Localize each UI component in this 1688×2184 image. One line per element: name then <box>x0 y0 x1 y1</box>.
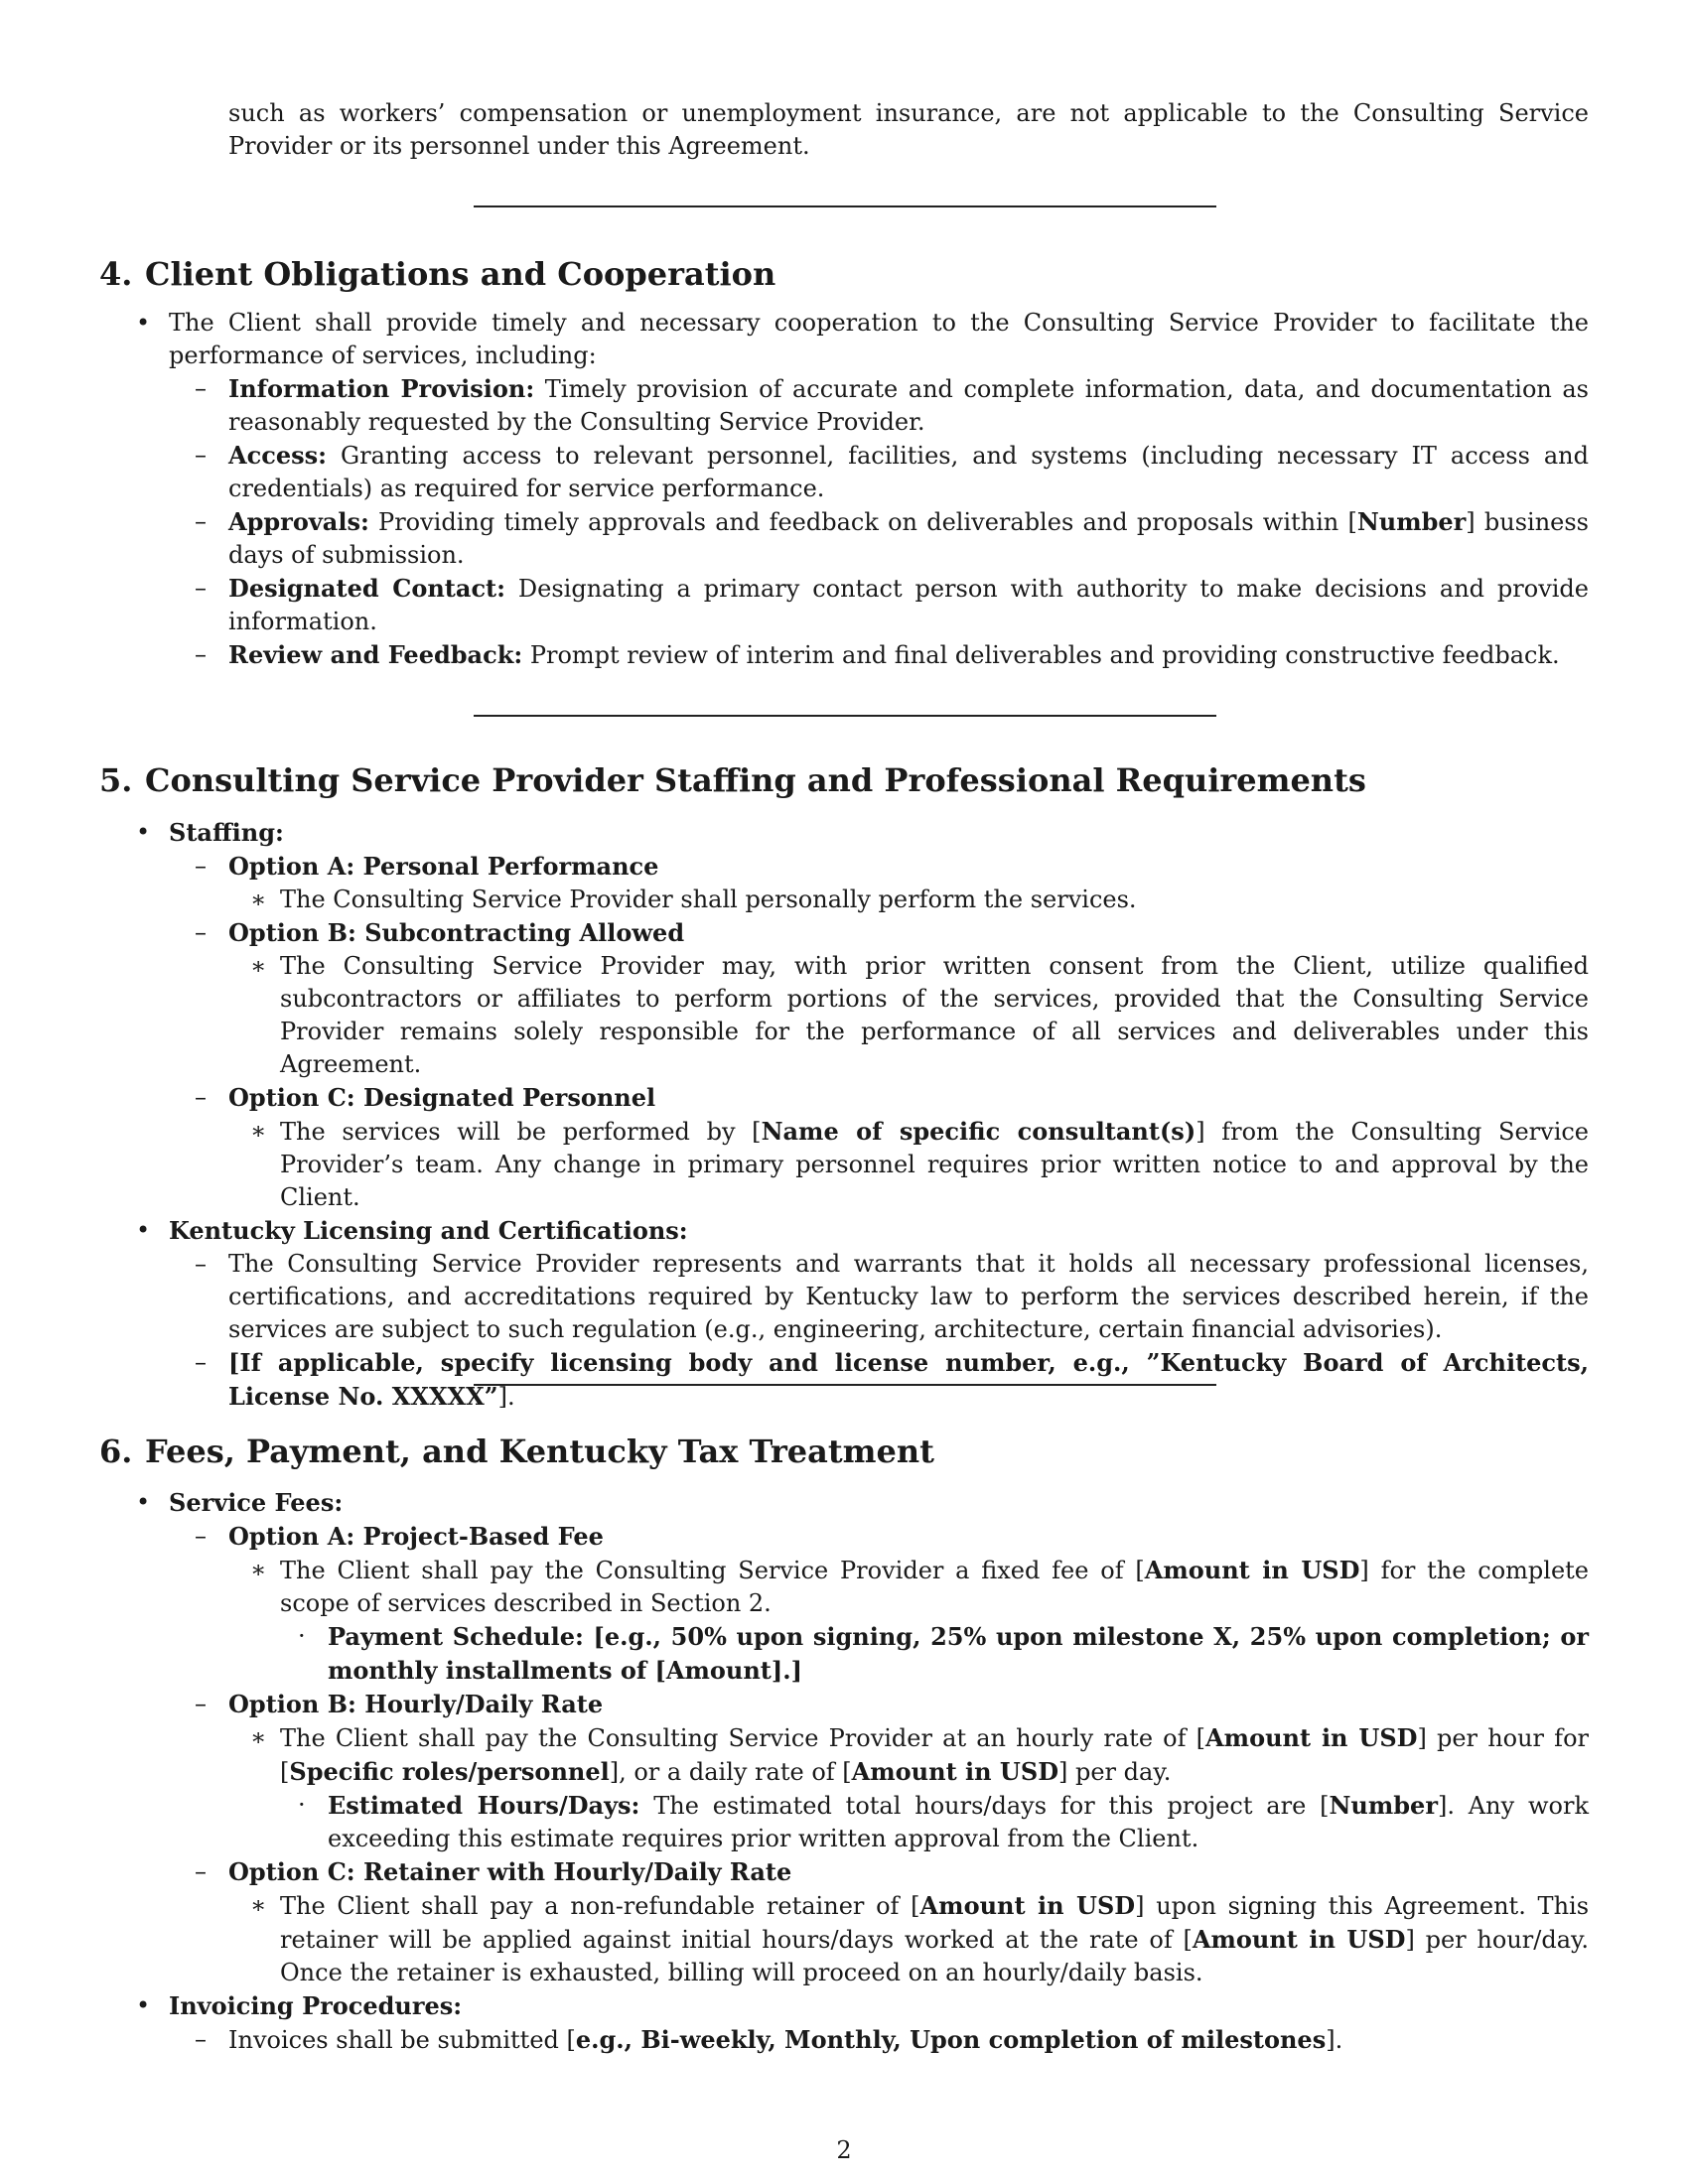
bullet-marker: • <box>136 818 151 846</box>
list-item <box>99 1889 1589 1989</box>
star-marker: ∗ <box>250 886 267 913</box>
item-text: The Client shall pay the Consulting Service Provider a fixed fee of [ <box>280 1557 1145 1584</box>
placeholder-field: Specific roles/personnel <box>289 1757 610 1786</box>
list-item <box>99 1214 1589 1248</box>
placeholder-field: Amount in USD <box>1205 1723 1418 1752</box>
item-text: Invoices shall be submitted [ <box>228 2026 576 2054</box>
section-number: 4. <box>99 255 133 293</box>
option-label: Option C: Designated Personnel <box>228 1083 656 1112</box>
item-text: Timely provision of accurate and complete information, data, and documentation as reasonably requested by the Consulting Service Provider. <box>228 375 1589 436</box>
item-text: The services will be performed by [ <box>280 1118 762 1146</box>
item-label: Information Provision: <box>228 374 535 403</box>
option-label: Option C: Retainer with Hourly/Daily Rate <box>228 1857 792 1886</box>
item-text: ]. Any work exceeding this estimate requires prior written approval from the Client. <box>328 1792 1589 1852</box>
list-item <box>99 1789 1589 1855</box>
section-6-heading <box>99 1432 934 1471</box>
placeholder-field: Name of specific consultant(s) <box>761 1117 1196 1146</box>
dash-marker: – <box>195 507 207 535</box>
option-label: Option A: Project-Based Fee <box>228 1522 604 1551</box>
dash-marker: – <box>195 1522 207 1550</box>
item-text: Granting access to relevant personnel, facilities, and systems (including necessary IT access and credentials) as required for service performance. <box>228 442 1589 502</box>
item-label: Staffing: <box>169 818 284 847</box>
page-number: 2 <box>836 2136 852 2164</box>
section-number: 6. <box>99 1433 133 1470</box>
placeholder-field: Number <box>1329 1791 1438 1820</box>
item-label: Service Fees: <box>169 1488 344 1517</box>
section-title: Client Obligations and Cooperation <box>145 255 776 293</box>
option-label: Option B: Subcontracting Allowed <box>228 918 685 947</box>
list-item <box>99 1115 1589 1214</box>
item-label: Review and Feedback: <box>228 640 523 669</box>
list-item <box>99 884 1589 916</box>
list-item <box>99 307 1589 372</box>
section-4-heading <box>99 254 775 294</box>
list-item <box>99 1248 1589 1346</box>
list-item <box>99 1688 1589 1721</box>
star-marker: ∗ <box>250 1891 267 1919</box>
item-text: ] for the complete scope of services described in Section 2. <box>280 1557 1589 1617</box>
section-5-heading <box>99 760 1366 800</box>
section-number: 5. <box>99 761 133 799</box>
list-item <box>99 1486 1589 1520</box>
item-text: ] business days of submission. <box>228 508 1589 569</box>
item-text: The Consulting Service Provider may, with prior written consent from the Client, utilize qualified subcontractors or affiliates to perform portions of the services, provided that the Consulting Service Provider remains solely responsible for the performance of all services and deliverables under this Agreement. <box>280 952 1589 1078</box>
item-text: ] upon signing this Agreement. This retainer will be applied against initial hours/days worked at the rate of [ <box>280 1892 1590 1954</box>
section-5-list <box>99 816 1589 1414</box>
dash-marker: – <box>195 574 207 602</box>
list-item <box>99 505 1589 572</box>
list-item <box>99 2023 1589 2057</box>
list-item <box>99 638 1589 672</box>
item-text: Prompt review of interim and final deliverables and providing constructive feedback. <box>522 641 1560 669</box>
item-text: The Client shall provide timely and necessary cooperation to the Consulting Service Provider to facilitate the performance of services, including: <box>169 309 1589 369</box>
dash-marker: – <box>195 2025 207 2053</box>
item-text: The Client shall pay the Consulting Service Provider at an hourly rate of [ <box>280 1724 1206 1752</box>
list-item <box>99 916 1589 950</box>
list-item <box>99 1554 1589 1620</box>
star-marker: ∗ <box>250 1723 267 1751</box>
list-item <box>99 850 1589 884</box>
list-item <box>99 439 1589 505</box>
star-marker: ∗ <box>250 1556 267 1583</box>
item-text: ]. <box>1326 2026 1343 2054</box>
item-label: Designated Contact: <box>228 574 506 603</box>
bullet-marker: • <box>136 1488 151 1516</box>
section-divider <box>474 715 1216 717</box>
item-label: Approvals: <box>228 507 369 536</box>
item-text: Providing timely approvals and feedback on deliverables and proposals within [ <box>368 508 1357 536</box>
list-item <box>99 1081 1589 1115</box>
list-item <box>99 1520 1589 1554</box>
item-text: The Consulting Service Provider represents and warrants that it holds all necessary professional licenses, certifications, and accreditations required by Kentucky law to perform the services described herein, if the services are subject to such regulation (e.g., engineering, architecture, certain financial advisories). <box>228 1250 1589 1343</box>
list-item <box>99 572 1589 638</box>
item-text: The Consulting Service Provider shall personally perform the services. <box>280 886 1137 913</box>
dash-marker: – <box>195 1348 207 1376</box>
list-item <box>99 1721 1589 1789</box>
option-label: Option B: Hourly/Daily Rate <box>228 1690 604 1718</box>
item-label: Access: <box>228 441 327 470</box>
placeholder-field: Payment Schedule: [e.g., 50% upon signing, 25% upon milestone X, 25% upon completion; or monthly installments of [Amount].] <box>328 1622 1589 1685</box>
list-item <box>99 816 1589 850</box>
item-label: Estimated Hours/Days: <box>328 1791 640 1820</box>
section-divider <box>474 205 1216 207</box>
list-item <box>99 372 1589 439</box>
placeholder-field: Amount in USD <box>1144 1556 1360 1584</box>
dot-marker: · <box>298 1622 306 1650</box>
dash-marker: – <box>195 441 207 469</box>
star-marker: ∗ <box>250 952 267 980</box>
dash-marker: – <box>195 1857 207 1885</box>
section-divider <box>474 1384 1216 1386</box>
item-text: The estimated total hours/days for this project are [ <box>639 1792 1330 1820</box>
dash-marker: – <box>195 1690 207 1717</box>
bullet-marker: • <box>136 309 151 337</box>
dash-marker: – <box>195 1250 207 1278</box>
list-item <box>99 1989 1589 2023</box>
dash-marker: – <box>195 640 207 668</box>
continued-paragraph: such as workers’ compensation or unemployment insurance, are not applicable to the Consulting Service Provider or its personnel under this Agreement. <box>228 99 1589 160</box>
dash-marker: – <box>195 852 207 880</box>
item-label: Invoicing Procedures: <box>169 1991 463 2020</box>
star-marker: ∗ <box>250 1117 267 1145</box>
placeholder-field: e.g., Bi-weekly, Monthly, Upon completion of milestones <box>575 2025 1327 2054</box>
item-text: The Client shall pay a non-refundable retainer of [ <box>280 1892 920 1920</box>
list-item <box>99 950 1589 1081</box>
bullet-marker: • <box>136 1991 151 2019</box>
section-title: Consulting Service Provider Staffing and Professional Requirements <box>145 761 1366 799</box>
item-text: Designating a primary contact person with authority to make decisions and provide information. <box>228 575 1590 635</box>
placeholder-field: Amount in USD <box>919 1891 1136 1920</box>
item-text: ] per hour for [ <box>280 1724 1589 1786</box>
item-text: ] per day. <box>1058 1758 1172 1786</box>
list-item <box>99 1855 1589 1889</box>
option-label: Option A: Personal Performance <box>228 852 659 881</box>
placeholder-field: Number <box>1356 507 1467 536</box>
section-title: Fees, Payment, and Kentucky Tax Treatment <box>145 1433 934 1470</box>
section-4-list <box>99 307 1589 672</box>
dash-marker: – <box>195 374 207 402</box>
list-item <box>99 1620 1589 1688</box>
section-6-list <box>99 1486 1589 2057</box>
item-text: ] per hour/day. Once the retainer is exhausted, billing will proceed on an hourly/daily basis. <box>280 1926 1590 1986</box>
bullet-marker: • <box>136 1216 151 1244</box>
item-text: ], or a daily rate of [ <box>609 1758 852 1786</box>
dash-marker: – <box>195 1083 207 1111</box>
dash-marker: – <box>195 918 207 946</box>
item-text: ]. <box>497 1383 515 1411</box>
placeholder-field: Amount in USD <box>1192 1925 1406 1954</box>
list-item <box>99 1346 1589 1414</box>
placeholder-field: Amount in USD <box>851 1757 1058 1786</box>
item-text: ] from the Consulting Service Provider’s team. Any change in primary personnel requires prior written notice to and approval by the Client. <box>280 1118 1590 1211</box>
item-label: Kentucky Licensing and Certifications: <box>169 1216 688 1245</box>
placeholder-field: [If applicable, specify licensing body and license number, e.g., ”Kentucky Board of Architects, License No. XXXXX” <box>228 1348 1589 1411</box>
dot-marker: · <box>298 1791 306 1819</box>
